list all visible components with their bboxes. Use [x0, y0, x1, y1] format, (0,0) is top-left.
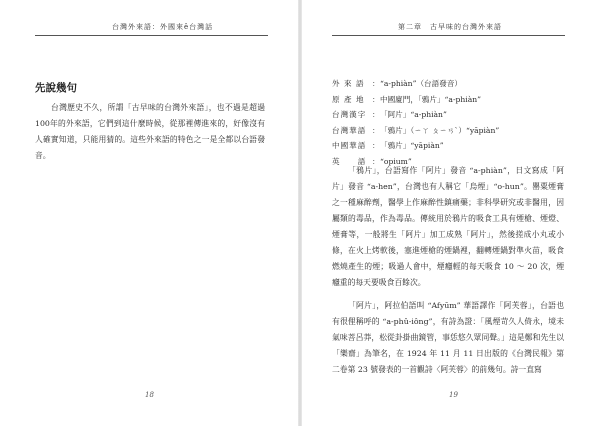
left-running-head: 台灣外來語：外國來ê台灣話	[112, 23, 214, 31]
right-body-paragraph-2: 「阿片」，阿拉伯語叫 “Afyūm” 華語譯作「阿芙蓉」，台語也有很俚稱呼的 “a-phû-iông”，有詩為證：「風煙苛久人倚永，境未氣味菩呂莽，松從卦掛曲鏡管，事恁悠久眾同聲。」這是鄭和先生以「樂齋」為筆名，在 1924 年 11 月 11 日出版的《台灣民報》第二卷第 23 號發表的一首觀詩〈阿芙蓉〉的前幾句。詩一直寫	[332, 301, 564, 374]
section-title: 先說幾句	[35, 82, 77, 94]
left-header-rule	[35, 35, 268, 36]
right-body-paragraph-1: 「鴉片」，台語寫作「阿片」發音 “a-phiàn”，日文寫成「阿片」發音 “a-hen”，台灣也有人稱它「烏煙」“o-hun”。罌粟煙膏之一種麻醉劑，醫學上作麻醉性鎮痛藥；非科學研究或非醫用，因屬類的毒品，作為毒品。傳統用於鴉片的吸食工具有煙槍、煙燈、煙膏等，一般將生「阿片」加工成熟「阿片」，然後搓成小丸或小條，在火上烤軟後，塞進煙槍的煙鍋裡，翻轉煙鍋對準火苗，吸食燃燒產生的煙；吸過人會中，煙癮輕的每天吸食 10 ～ 20 次，煙癮重的每天要吸食百餘次。	[332, 166, 564, 287]
info-value: 「鴉片」（ㄧㄚ ㄆㄧㄢˋ）“yāpiàn”	[380, 125, 500, 135]
info-label: 英 語	[332, 156, 367, 166]
info-row: 英 語 ： “opium”	[332, 154, 572, 170]
right-header-rule	[332, 35, 565, 36]
info-value: 「鴉片」“yāpiàn”	[380, 141, 444, 150]
info-value: 中國廈門，「鴉片」“a-phiàn”	[380, 94, 481, 104]
left-page	[0, 0, 298, 426]
info-value: “opium”	[380, 156, 412, 166]
right-page-number: 19	[449, 391, 458, 399]
info-label: 外 來 語	[332, 79, 365, 88]
info-row: 台灣華語 ： 「鴉片」（ㄧㄚ ㄆㄧㄢˋ）“yāpiàn”	[332, 123, 572, 139]
right-running-head: 第二章 古早味的台灣外來語	[398, 23, 502, 31]
info-label: 原 產 地	[332, 94, 365, 104]
info-label: 台灣漢字	[332, 110, 367, 119]
info-value: 「阿片」“a-phiàn”	[380, 110, 447, 119]
info-label: 台灣華語	[332, 125, 367, 135]
loanword-info-table	[332, 76, 572, 169]
info-row: 外 來 語 ： “a-phiàn”（台語發音）	[332, 76, 572, 92]
info-label: 中國華語	[332, 141, 367, 150]
info-row: 台灣漢字 ： 「阿片」“a-phiàn”	[332, 107, 572, 123]
info-row: 原 產 地 ： 中國廈門，「鴉片」“a-phiàn”	[332, 92, 572, 108]
info-value: “a-phiàn”（台語發音）	[380, 79, 463, 88]
info-row: 中國華語 ： 「鴉片」“yāpiàn”	[332, 138, 572, 154]
left-body-paragraph: 台灣歷史不久，所謂「古早味的台灣外來語」，也不過是超過100年的外來語，它們到這什麼時候，從那裡傳進來的，好像沒有人確實知道，只能用猜的。這些外來語的特色之一是全都以台語發音。	[35, 103, 265, 160]
left-page-number: 18	[145, 391, 154, 399]
right-page	[302, 0, 600, 426]
